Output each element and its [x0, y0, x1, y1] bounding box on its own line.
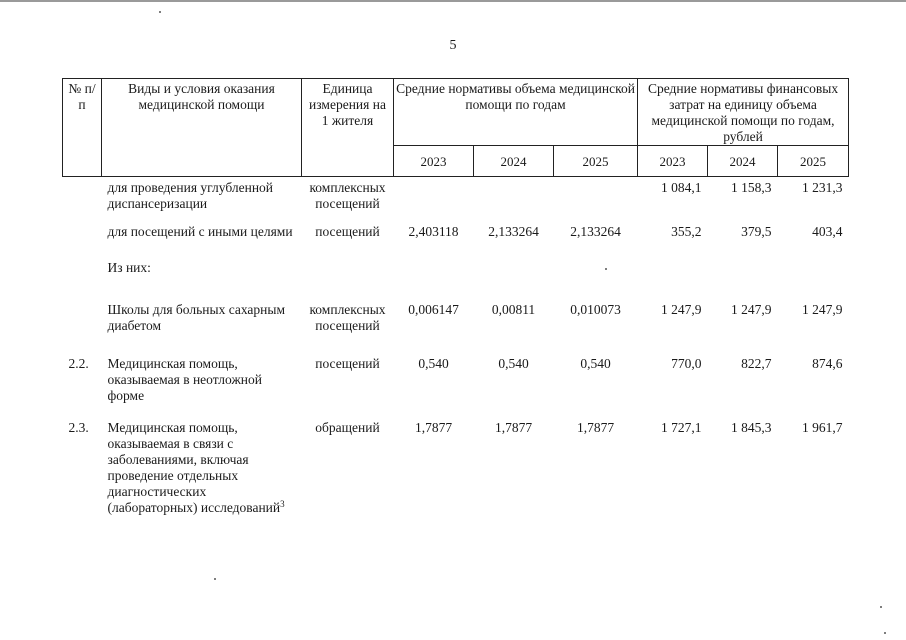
finance-2025: 1 247,9	[802, 302, 843, 317]
finance-2025: 1 961,7	[802, 420, 843, 435]
row-number	[63, 260, 102, 302]
row-unit: комплексных посещений	[309, 302, 386, 333]
finance-2025: 874,6	[812, 356, 843, 371]
finance-2023: 1 727,1	[661, 420, 702, 435]
finance-2023: 1 247,9	[661, 302, 702, 317]
row-kind: Школы для больных сахарным диабетом	[107, 302, 285, 333]
table-row	[63, 302, 849, 356]
row-unit	[302, 260, 394, 302]
scan-speck	[884, 632, 886, 634]
header-num: № п/п	[63, 79, 102, 177]
row-kind: Из них:	[107, 260, 151, 275]
row-unit: посещений	[315, 356, 380, 371]
volume-2024: 2,133264	[488, 224, 539, 239]
row-number	[63, 302, 102, 356]
table-body	[63, 177, 849, 541]
finance-2024: 379,5	[741, 224, 772, 239]
row-kind: для посещений с иными целями	[107, 224, 293, 239]
volume-2024	[474, 177, 554, 225]
finance-2024: 1 158,3	[731, 180, 772, 195]
volume-2023	[394, 260, 474, 302]
volume-2023: 0,540	[418, 356, 449, 371]
volume-2024: 0,540	[498, 356, 529, 371]
row-number: 2.2.	[68, 356, 89, 371]
header-volume-group: Средние нормативы объема медицинской помощи по годам	[394, 79, 638, 146]
volume-2025: 0,010073	[570, 302, 621, 317]
header-kind: Виды и условия оказания медицинской помощи	[102, 79, 302, 177]
finance-2023: 1 084,1	[661, 180, 702, 195]
scan-top-edge	[0, 0, 906, 2]
table-row	[63, 260, 849, 302]
scan-speck	[605, 268, 607, 270]
volume-2023: 2,403118	[408, 224, 459, 239]
volume-2024	[474, 260, 554, 302]
row-kind: для проведения углубленной диспансеризации	[107, 180, 274, 211]
header-year-volume-2024: 2024	[474, 146, 554, 177]
row-kind-cell	[102, 420, 302, 540]
finance-2024: 1 247,9	[731, 302, 772, 317]
table-row	[63, 224, 849, 260]
finance-2025: 1 231,3	[802, 180, 843, 195]
volume-2023	[394, 177, 474, 225]
row-kind: Медицинская помощь, оказываемая в неотложной форме	[107, 356, 262, 403]
row-unit: комплексных посещений	[309, 180, 386, 211]
finance-2023: 355,2	[671, 224, 702, 239]
header-year-finance-2024: 2024	[708, 146, 778, 177]
table-header	[63, 79, 849, 177]
finance-2023: 770,0	[671, 356, 702, 371]
table-row	[63, 356, 849, 420]
row-kind: Медицинская помощь, оказываемая в связи с заболеваниями, включая проведение отдельных диагностических (лабораторных) исследований	[107, 420, 281, 515]
norms-table	[62, 78, 849, 540]
header-year-finance-2025: 2025	[778, 146, 849, 177]
header-unit: Единица измерения на 1 жителя	[302, 79, 394, 177]
row-number	[63, 177, 102, 225]
volume-2025	[554, 177, 638, 225]
finance-2025: 403,4	[812, 224, 843, 239]
header-year-volume-2023: 2023	[394, 146, 474, 177]
row-number	[63, 224, 102, 260]
volume-2025: 1,7877	[576, 420, 615, 435]
volume-2025: 0,540	[580, 356, 611, 371]
volume-2024: 0,00811	[491, 302, 536, 317]
row-number: 2.3.	[68, 420, 89, 435]
row-unit: посещений	[315, 224, 380, 239]
finance-2024	[708, 260, 778, 302]
page-number: 5	[449, 38, 457, 53]
header-year-volume-2025: 2025	[554, 146, 638, 177]
header-year-finance-2023: 2023	[638, 146, 708, 177]
volume-2025	[554, 260, 638, 302]
finance-2023	[638, 260, 708, 302]
footnote-marker: 3	[280, 499, 285, 509]
finance-2024: 1 845,3	[731, 420, 772, 435]
scan-speck	[880, 606, 882, 608]
row-unit: обращений	[315, 420, 380, 435]
header-finance-group: Средние нормативы финансовых затрат на единицу объема медицинской помощи по годам, рублей	[638, 79, 849, 146]
finance-2025	[778, 260, 849, 302]
volume-2023: 1,7877	[414, 420, 453, 435]
table-row	[63, 420, 849, 540]
table-row	[63, 177, 849, 225]
scan-speck	[214, 578, 216, 580]
volume-2025: 2,133264	[570, 224, 621, 239]
scan-speck	[159, 11, 161, 13]
volume-2023: 0,006147	[408, 302, 459, 317]
volume-2024: 1,7877	[494, 420, 533, 435]
finance-2024: 822,7	[741, 356, 772, 371]
